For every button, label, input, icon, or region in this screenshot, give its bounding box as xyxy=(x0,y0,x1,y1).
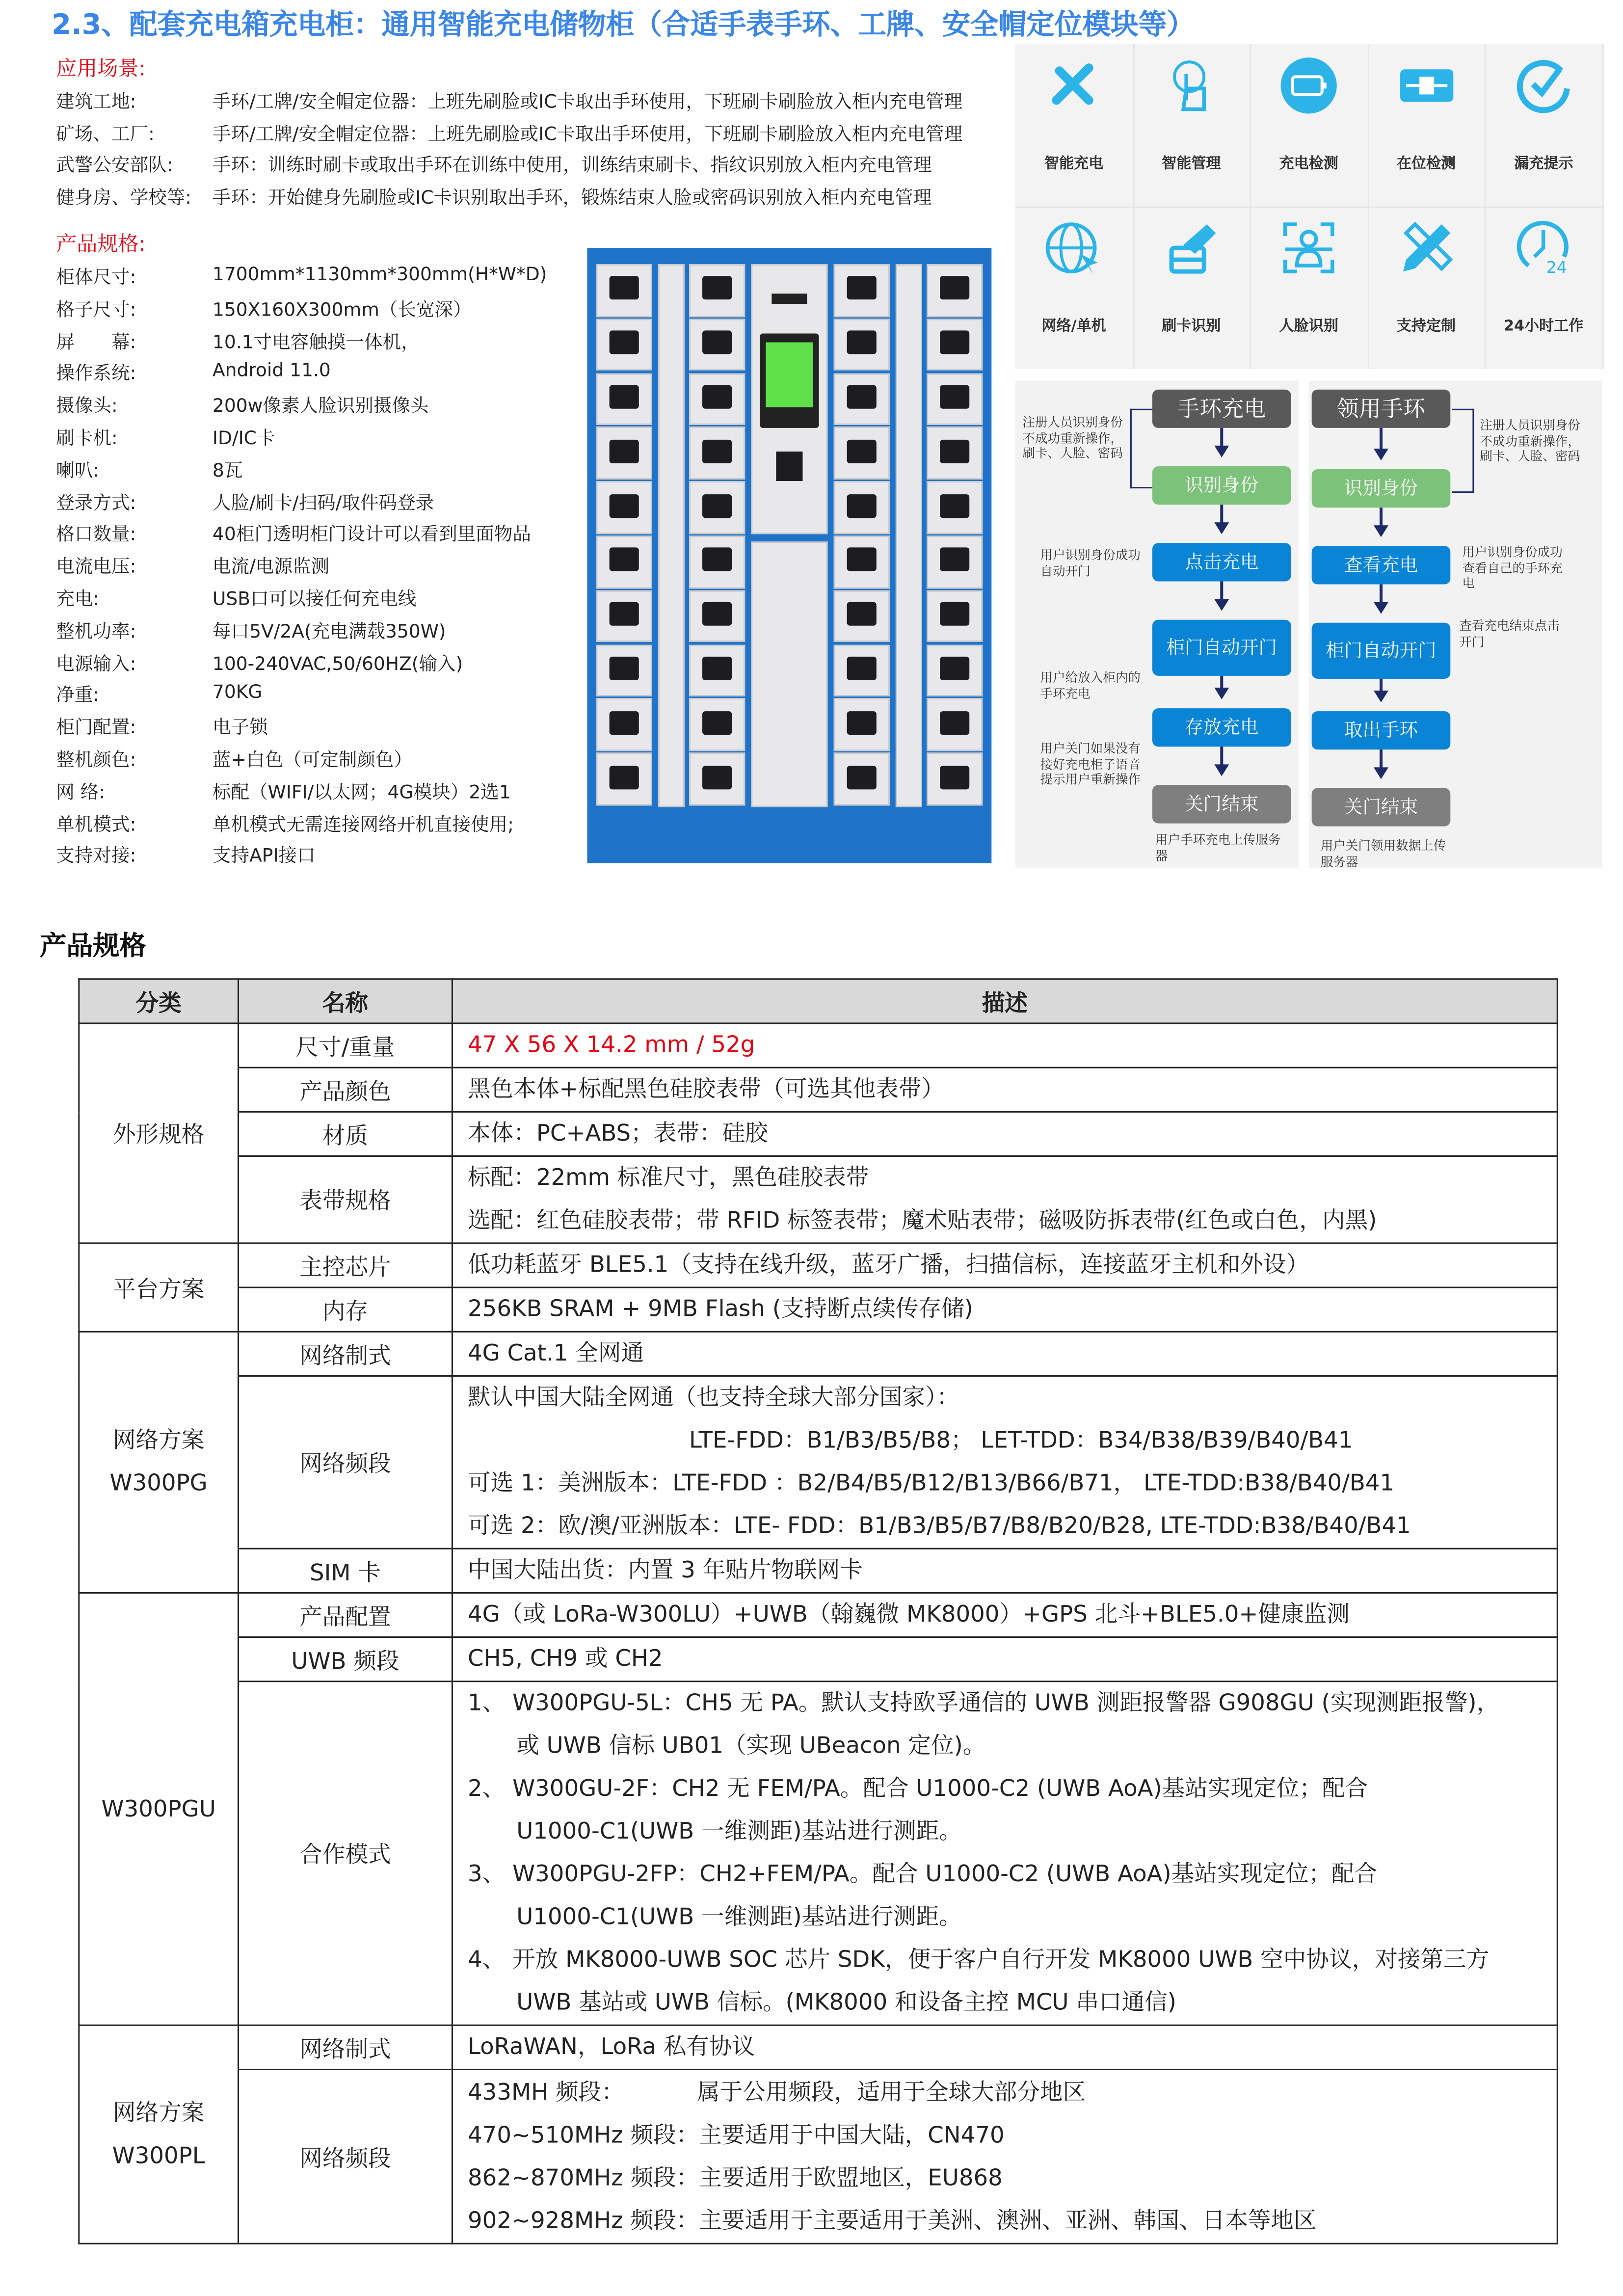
locker-window xyxy=(847,494,877,517)
locker-window xyxy=(847,657,877,680)
desc-line: 433MH 频段： 属于公用频段，适用于全球大部分地区 xyxy=(468,2078,1086,2105)
desc-line: 或 UWB 信标 UB01（实现 UBeacon 定位)。 xyxy=(516,1732,986,1759)
flow-step: 手环充电 xyxy=(1152,390,1291,428)
feature-9 xyxy=(1367,207,1486,369)
flow-step: 点击充电 xyxy=(1152,543,1291,581)
desc-cell xyxy=(452,2069,1557,2243)
locker-window xyxy=(609,276,639,300)
spec-label: 电源输入: xyxy=(56,651,136,674)
locker-window xyxy=(847,276,877,300)
category-line: W300PG xyxy=(109,1469,208,1496)
locker-door xyxy=(689,590,745,642)
name-cell: 网络频段 xyxy=(239,1376,452,1548)
side-door xyxy=(658,264,685,807)
scenario-label: 矿场、工厂: xyxy=(56,122,155,144)
name-cell: 产品颜色 xyxy=(239,1068,452,1112)
spec-label: 柜体尺寸: xyxy=(56,266,136,288)
spec-label: 支持对接: xyxy=(56,844,136,867)
category-line: 网络方案 xyxy=(112,1427,205,1454)
locker-window xyxy=(940,494,970,517)
spec-value: 每口5V/2A(充电满载350W) xyxy=(212,619,446,642)
flow-arrow xyxy=(1220,428,1223,454)
locker-window xyxy=(609,331,639,354)
spec-value: USB口可以接任何充电线 xyxy=(212,587,417,610)
scenario-value: 手环/工牌/安全帽定位器：上班先刷脸或IC卡取出手环使用，下班刷卡刷脸放入柜内充电管理 xyxy=(212,90,963,112)
locker-door xyxy=(689,698,745,751)
flow-note: 注册人员识别身份不成功重新操作，刷卡、人脸、密码 xyxy=(1480,419,1580,465)
spec-value: Android 11.0 xyxy=(212,359,331,381)
flow-note: 用户识别身份成功查看自己的手环充电 xyxy=(1462,546,1563,592)
desc-line: 默认中国大陆全网通（也支持全球大部分国家）： xyxy=(468,1384,959,1411)
spec-value: 电子锁 xyxy=(212,716,268,738)
desc-cell: 4G（或 LoRa-W300LU）+UWB（翰巍微 MK8000）+GPS 北斗+BLE5.0+健康监测 xyxy=(452,1593,1557,1637)
locker-door xyxy=(834,264,890,317)
flow-step: 柜门自动开门 xyxy=(1152,620,1291,676)
spec-value: 70KG xyxy=(212,681,263,703)
spec-value: ID/IC卡 xyxy=(212,426,275,449)
storage-door xyxy=(751,541,827,807)
locker-window xyxy=(847,548,877,571)
spec-value: 单机模式无需连接网络开机直接使用; xyxy=(212,812,514,835)
desc-cell: 256KB SRAM + 9MB Flash (支持断点续传存储) xyxy=(452,1287,1557,1332)
locker-door xyxy=(596,644,652,697)
name-cell: 网络制式 xyxy=(239,1332,452,1376)
touch-hand-icon xyxy=(1162,56,1221,115)
locker-window xyxy=(609,494,639,517)
locker-door xyxy=(834,373,890,425)
face-scan-icon xyxy=(1279,218,1338,277)
desc-line: 标配：22mm 标准尺寸，黑色硅胶表带 xyxy=(468,1164,869,1191)
category-cell xyxy=(79,1332,239,1593)
locker-door xyxy=(689,427,745,480)
flow-note: 注册人员识别身份不成功重新操作，刷卡、人脸、密码 xyxy=(1022,416,1123,462)
flow-take-panel xyxy=(1309,381,1602,868)
locker-window xyxy=(702,439,732,463)
scenario-value: 手环/工牌/安全帽定位器：上班先刷脸或IC卡取出手环使用，下班刷卡刷脸放入柜内充电管理 xyxy=(212,122,963,144)
locker-door xyxy=(834,644,890,697)
locker-door xyxy=(596,590,652,642)
locker-door xyxy=(689,535,745,588)
feature-label: 在位检测 xyxy=(1396,156,1456,173)
globe-cursor-icon xyxy=(1045,218,1104,277)
spec-label: 屏 幕: xyxy=(56,330,136,352)
locker-door xyxy=(927,373,983,425)
category-cell xyxy=(79,2025,239,2243)
spec-label: 整机功率: xyxy=(56,619,136,642)
spec-value: 10.1寸电容触摸一体机， xyxy=(212,330,420,352)
feature-label: 24小时工作 xyxy=(1504,319,1584,335)
desc-line: 470~510MHz 频段：主要适用于中国大陆，CN470 xyxy=(468,2121,1005,2148)
desc-line: 3、 W300PGU-2FP：CH2+FEM/PA。配合 U1000-C2 (UWB AoA)基站实现定位；配合 xyxy=(468,1861,1378,1888)
spec-label: 整机颜色: xyxy=(56,748,136,771)
category-line: W300PL xyxy=(112,2141,205,2168)
desc-line: 862~870MHz 频段：主要适用于欧盟地区，EU868 xyxy=(468,2163,1003,2191)
desc-cell: 4G Cat.1 全网通 xyxy=(452,1332,1557,1376)
name-cell: 表带规格 xyxy=(239,1156,452,1243)
locker-window xyxy=(940,711,970,734)
flow-note: 用户关门如果没有接好充电柜子语音提示用户重新操作 xyxy=(1040,742,1141,788)
spec-label: 净重: xyxy=(56,684,100,706)
feature-label: 漏充提示 xyxy=(1514,156,1573,173)
feature-8 xyxy=(1250,207,1369,369)
flow-step: 柜门自动开门 xyxy=(1312,623,1451,679)
locker-door xyxy=(596,319,652,371)
feature-label: 刷卡识别 xyxy=(1162,319,1221,335)
feature-10 xyxy=(1485,207,1604,369)
spec-label: 登录方式: xyxy=(56,490,136,513)
scenarios-heading: 应用场景: xyxy=(56,57,146,81)
locker-door xyxy=(834,319,890,371)
locker-window xyxy=(940,439,970,463)
pencil-ruler-icon xyxy=(1397,218,1456,277)
spec-value: 电流/电源监测 xyxy=(212,555,330,578)
name-cell: UWB 频段 xyxy=(239,1637,452,1682)
locker-window xyxy=(702,494,732,517)
spec-label: 格子尺寸: xyxy=(56,297,136,320)
scenario-label: 健身房、学校等: xyxy=(56,186,191,209)
spec-label: 网 络: xyxy=(56,780,106,802)
locker-window xyxy=(609,602,639,626)
desc-cell xyxy=(452,1376,1557,1548)
desc-line: UWB 基站或 UWB 信标。(MK8000 和设备主控 MCU 串口通信) xyxy=(516,1989,1176,2016)
locker-window xyxy=(702,331,732,354)
locker-door xyxy=(689,264,745,317)
cabinet-image xyxy=(587,248,992,863)
category-cell: W300PGU xyxy=(79,1593,239,2025)
flow-arrow xyxy=(1380,749,1383,776)
flow-note: 用户手环充电上传服务器 xyxy=(1155,833,1281,864)
clock-24-icon xyxy=(1515,218,1573,277)
name-cell: 内存 xyxy=(239,1287,452,1332)
feature-label: 网络/单机 xyxy=(1041,319,1106,335)
feature-5 xyxy=(1485,44,1604,208)
name-cell: 产品配置 xyxy=(239,1593,452,1637)
desc-line: 可选 1：美洲版本：LTE-FDD ：B2/B4/B5/B12/B13/B66/B71， LTE-TDD:B38/B40/B41 xyxy=(468,1469,1395,1496)
spec-label: 柜门配置: xyxy=(56,716,136,738)
category-cell: 平台方案 xyxy=(79,1243,239,1332)
locker-door xyxy=(834,535,890,588)
feature-icon-panel xyxy=(1015,44,1602,369)
scenario-label: 建筑工地: xyxy=(56,90,136,112)
locker-door xyxy=(834,481,890,534)
desc-cell: 中国大陆出货：内置 3 年贴片物联网卡 xyxy=(452,1548,1557,1593)
flow-arrow xyxy=(1380,507,1383,534)
locker-window xyxy=(847,385,877,409)
scenario-value: 手环：训练时刷卡或取出手环在训练中使用，训练结束刷卡、指纹识别放入柜内充电管理 xyxy=(212,154,932,176)
spec-table xyxy=(78,978,1558,2244)
desc-line: U1000-C1(UWB 一维测距)基站进行测距。 xyxy=(516,1903,962,1930)
name-cell: 网络制式 xyxy=(239,2025,452,2069)
locker-window xyxy=(940,385,970,409)
locker-door xyxy=(596,427,652,480)
spec-label: 摄像头: xyxy=(56,394,118,417)
svg-text:24: 24 xyxy=(1546,258,1568,277)
spec-label: 刷卡机: xyxy=(56,426,118,449)
locker-window xyxy=(847,439,877,463)
desc-cell xyxy=(452,1156,1557,1243)
spec-value: 200w像素人脸识别摄像头 xyxy=(212,394,429,417)
spec-value: 8瓦 xyxy=(212,458,243,481)
table-heading: 产品规格 xyxy=(40,931,146,962)
locker-door xyxy=(927,427,983,480)
locker-door xyxy=(689,373,745,425)
locker-door xyxy=(596,535,652,588)
screen-display xyxy=(766,342,813,407)
locker-door xyxy=(927,698,983,751)
locker-window xyxy=(847,711,877,734)
feature-label: 充电检测 xyxy=(1279,156,1338,173)
feature-label: 智能充电 xyxy=(1044,156,1104,173)
flow-step: 领用手环 xyxy=(1312,390,1451,428)
name-cell: 主控芯片 xyxy=(239,1243,452,1287)
flow-step: 关门结束 xyxy=(1312,788,1451,826)
flow-note: 查看充电结束点击开门 xyxy=(1459,619,1560,650)
locker-window xyxy=(609,548,639,571)
flow-arrow xyxy=(1220,676,1223,696)
flow-arrow xyxy=(1380,585,1383,611)
desc-cell: 47 X 56 X 14.2 mm / 52g xyxy=(452,1023,1557,1068)
locker-window xyxy=(847,331,877,354)
feature-7 xyxy=(1133,207,1251,369)
flow-arrow xyxy=(1380,428,1383,457)
locker-window xyxy=(702,711,732,734)
locker-door xyxy=(596,698,652,751)
flow-charge-panel xyxy=(1015,381,1298,868)
locker-window xyxy=(702,765,732,789)
locker-window xyxy=(609,657,639,680)
feature-6 xyxy=(1015,207,1134,369)
locker-door xyxy=(596,481,652,534)
locker-window xyxy=(702,657,732,680)
flow-arrow xyxy=(1220,582,1223,608)
desc-cell xyxy=(452,1682,1557,2025)
name-cell: 网络频段 xyxy=(239,2069,452,2243)
locker-door xyxy=(927,264,983,317)
card-reader xyxy=(776,452,802,481)
flow-arrow xyxy=(1380,679,1383,699)
spec-value: 蓝+白色（可定制颜色） xyxy=(212,748,413,771)
header-category: 分类 xyxy=(79,979,239,1023)
section-title: 2.3、配套充电箱充电柜：通用智能充电储物柜（合适手表手环、工牌、安全帽定位模块等） xyxy=(52,9,1195,42)
scenario-value: 手环：开始健身先刷脸或IC卡识别取出手环，锻炼结束人脸或密码识别放入柜内充电管理 xyxy=(212,186,932,209)
desc-line: U1000-C1(UWB 一维测距)基站进行测距。 xyxy=(516,1817,962,1845)
name-cell: 材质 xyxy=(239,1112,452,1156)
locker-window xyxy=(702,385,732,409)
scenario-label: 武警公安部队: xyxy=(56,154,173,176)
locker-window xyxy=(940,602,970,626)
desc-line: 2、 W300GU-2F：CH2 无 FEM/PA。配合 U1000-C2 (UWB AoA)基站实现定位；配合 xyxy=(468,1775,1368,1802)
locker-window xyxy=(940,657,970,680)
feature-1 xyxy=(1015,44,1134,208)
locker-window xyxy=(940,331,970,354)
locker-door xyxy=(596,264,652,317)
check-circle-icon xyxy=(1515,56,1573,115)
locker-window xyxy=(702,602,732,626)
desc-line: 可选 2：欧/澳/亚洲版本：LTE- FDD：B1/B3/B5/B7/B8/B20/B28, LTE-TDD:B38/B40/B41 xyxy=(468,1512,1411,1539)
specs-heading: 产品规格: xyxy=(56,233,146,257)
locker-door xyxy=(689,753,745,805)
card-swipe-icon xyxy=(1162,218,1221,277)
feature-3 xyxy=(1250,44,1369,208)
flow-note: 用户关门领用数据上传服务器 xyxy=(1320,839,1446,870)
flow-step: 识别身份 xyxy=(1312,469,1451,507)
spec-label: 格口数量: xyxy=(56,523,136,545)
retry-loop xyxy=(1130,409,1152,488)
locker-door xyxy=(834,753,890,805)
spec-label: 充电: xyxy=(56,587,100,610)
header-name: 名称 xyxy=(239,979,452,1023)
locker-door xyxy=(834,427,890,480)
feature-2 xyxy=(1133,44,1251,208)
locker-window xyxy=(940,765,970,789)
locker-door xyxy=(596,373,652,425)
locker-door xyxy=(927,644,983,697)
locker-door xyxy=(834,590,890,642)
flow-step: 关门结束 xyxy=(1152,785,1291,823)
flow-step: 取出手环 xyxy=(1312,711,1451,749)
spec-value: 40柜门透明柜门设计可以看到里面物品 xyxy=(212,523,532,545)
locker-window xyxy=(940,548,970,571)
battery-icon xyxy=(1279,56,1338,115)
name-cell: SIM 卡 xyxy=(239,1548,452,1593)
locker-door xyxy=(927,753,983,805)
side-door xyxy=(896,264,922,807)
flow-note: 用户识别身份成功自动开门 xyxy=(1040,549,1141,580)
spec-label: 喇叭: xyxy=(56,458,100,481)
desc-line: 902~928MHz 频段：主要适用于主要适用于美洲、澳洲、亚洲、韩国、日本等地区 xyxy=(468,2207,1317,2234)
desc-cell: LoRaWAN，LoRa 私有协议 xyxy=(452,2025,1557,2069)
locker-window xyxy=(847,765,877,789)
locker-door xyxy=(596,753,652,805)
feature-label: 智能管理 xyxy=(1162,156,1221,173)
flow-step: 查看充电 xyxy=(1312,546,1451,584)
locker-door xyxy=(834,698,890,751)
locker-door xyxy=(689,481,745,534)
flow-note: 用户给放入柜内的手环充电 xyxy=(1040,671,1141,702)
feature-label: 支持定制 xyxy=(1396,319,1456,335)
locker-window xyxy=(940,276,970,300)
category-cell: 外形规格 xyxy=(79,1023,239,1243)
spec-value: 标配（WIFI/以太网；4G模块）2选1 xyxy=(212,780,511,802)
tools-icon xyxy=(1045,56,1104,115)
spec-label: 单机模式: xyxy=(56,812,136,835)
locker-window xyxy=(702,276,732,300)
flow-step: 识别身份 xyxy=(1152,466,1291,505)
retry-loop xyxy=(1452,409,1474,493)
spec-value: 1700mm*1130mm*300mm(H*W*D) xyxy=(212,263,547,285)
spec-value: 100-240VAC,50/60HZ(输入) xyxy=(212,651,463,674)
spec-value: 人脸/刷卡/扫码/取件码登录 xyxy=(212,490,434,513)
header-description: 描述 xyxy=(452,979,1557,1023)
locker-window xyxy=(609,711,639,734)
name-cell: 尺寸/重量 xyxy=(239,1023,452,1068)
desc-line: 选配：红色硅胶表带；带 RFID 标签表带；魔术贴表带；磁吸防拆表带(红色或白色，内黑) xyxy=(468,1207,1377,1234)
spec-value: 支持API接口 xyxy=(212,844,316,867)
plug-icon xyxy=(1397,56,1456,115)
feature-4 xyxy=(1367,44,1486,208)
name-cell: 合作模式 xyxy=(239,1682,452,2025)
desc-line: LTE-FDD：B1/B3/B5/B8； LET-TDD：B34/B38/B39/B40/B41 xyxy=(689,1427,1353,1454)
desc-cell: CH5, CH9 或 CH2 xyxy=(452,1637,1557,1682)
camera xyxy=(772,294,807,304)
category-line: 网络方案 xyxy=(112,2099,205,2126)
flow-arrow xyxy=(1220,747,1223,773)
flow-arrow xyxy=(1220,505,1223,531)
spec-value: 150X160X300mm（长宽深） xyxy=(212,297,472,320)
locker-window xyxy=(609,439,639,463)
desc-cell: 本体：PC+ABS；表带：硅胶 xyxy=(452,1112,1557,1156)
desc-cell: 低功耗蓝牙 BLE5.1（支持在线升级，蓝牙广播，扫描信标，连接蓝牙主机和外设） xyxy=(452,1243,1557,1287)
locker-window xyxy=(847,602,877,626)
locker-door xyxy=(689,644,745,697)
desc-cell: 黑色本体+标配黑色硅胶表带（可选其他表带） xyxy=(452,1068,1557,1112)
spec-label: 电流电压: xyxy=(56,555,136,578)
locker-door xyxy=(927,481,983,534)
locker-door xyxy=(927,535,983,588)
locker-door xyxy=(927,590,983,642)
desc-line: 4、 开放 MK8000-UWB SOC 芯片 SDK，便于客户自行开发 MK8000 UWB 空中协议，对接第三方 xyxy=(468,1946,1490,1973)
locker-window xyxy=(609,385,639,409)
locker-door xyxy=(927,319,983,371)
locker-window xyxy=(609,765,639,789)
desc-line: 1、 W300PGU-5L：CH5 无 PA。默认支持欧孚通信的 UWB 测距报警器 G908GU (实现测距报警)， xyxy=(468,1689,1500,1716)
flow-step: 存放充电 xyxy=(1152,708,1291,747)
spec-label: 操作系统: xyxy=(56,362,136,384)
feature-label: 人脸识别 xyxy=(1279,319,1338,335)
locker-door xyxy=(689,319,745,371)
locker-window xyxy=(702,548,732,571)
